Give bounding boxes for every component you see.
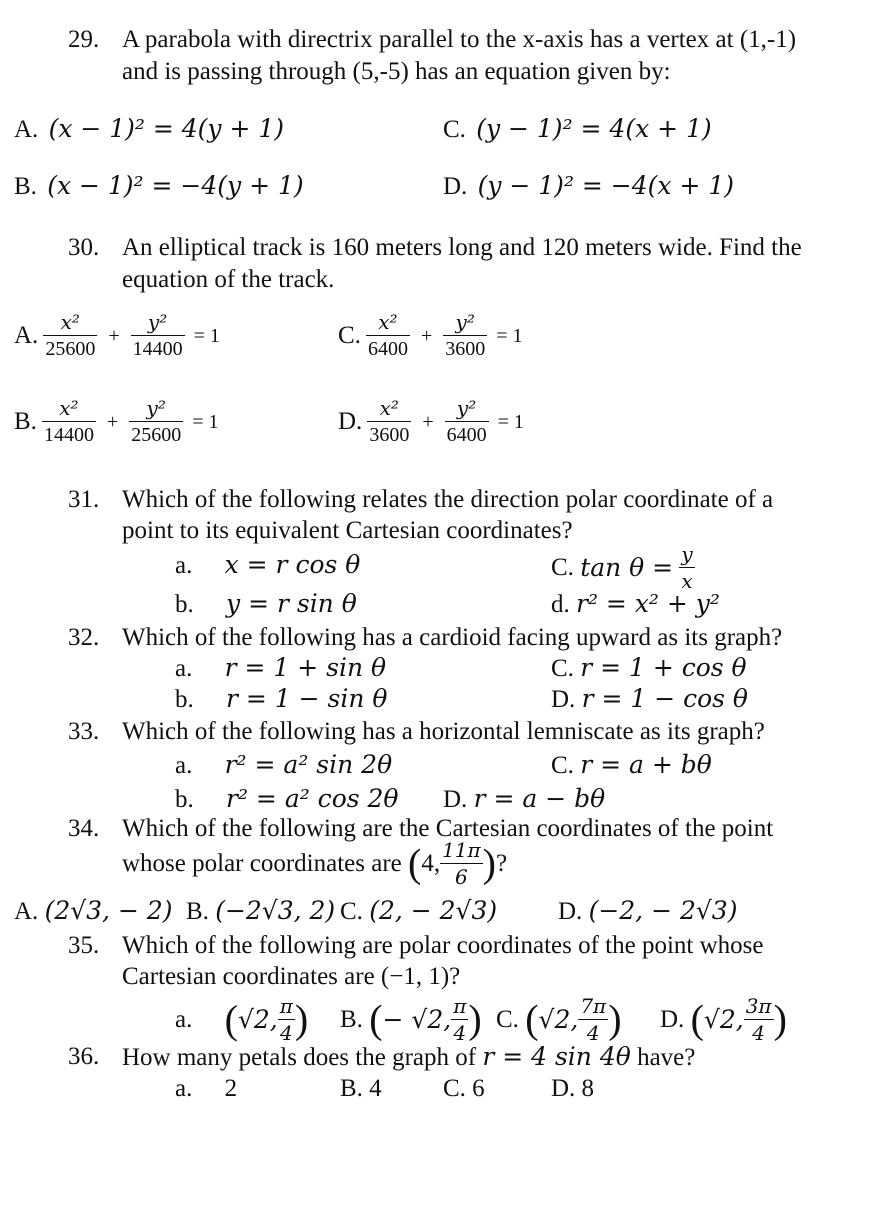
- option-text: (2√3, − 2): [44, 896, 173, 925]
- q33-option-d[interactable]: [443, 786, 605, 812]
- option-label: C.: [338, 322, 361, 349]
- equals-one: = 1: [193, 324, 220, 347]
- option-label: B.: [340, 1006, 363, 1033]
- q32-option-c[interactable]: [551, 655, 747, 681]
- fraction-1: $\frac{\text{x²}}{3600}$: [369, 396, 410, 446]
- option-label: B.: [186, 898, 209, 925]
- angle-fraction: $\frac{\pi}{4}$: [279, 994, 293, 1045]
- option-label: a.: [175, 752, 193, 779]
- option-text: (x − 1)² = 4(y + 1): [48, 114, 285, 143]
- fraction-2: $\frac{\text{y²}}{6400}$: [446, 396, 487, 446]
- option-text: B. 4: [340, 1075, 382, 1102]
- fraction-1: $\frac{\text{x²}}{14400}$: [43, 396, 94, 446]
- option-label: C.: [443, 116, 466, 143]
- q34-option-d[interactable]: [558, 898, 737, 924]
- fraction: $\frac{y}{x}$: [681, 542, 693, 593]
- q36-text: How many petals does the graph of r = 4 sin 4θ have?: [122, 1042, 696, 1071]
- option-label: A.: [14, 898, 39, 925]
- option-label: D.: [551, 686, 576, 713]
- angle-fraction: $\frac{11\pi}{6}$: [442, 838, 481, 889]
- q30-option-d[interactable]: D. $\frac{\text{x²}}{3600}$ + $\frac{\text{y²}}{6400}$ = 1: [338, 396, 524, 446]
- option-label: A.: [14, 322, 39, 349]
- q30-option-b[interactable]: B. $\frac{\text{x²}}{14400}$ + $\frac{\text{y²}}{25600}$ = 1: [14, 396, 219, 446]
- option-label: C.: [551, 655, 574, 682]
- option-text: r = 1 + cos θ: [580, 653, 747, 682]
- option-label: b.: [175, 786, 194, 813]
- q32-text: Which of the following has a cardioid facing upward as its graph?: [122, 624, 783, 651]
- option-label: A.: [14, 116, 39, 143]
- option-text: x = r cos θ: [224, 550, 361, 579]
- q35-text-line2: Cartesian coordinates are (−1, 1)?: [122, 963, 461, 990]
- q31-option-a[interactable]: [175, 552, 360, 578]
- option-text: (−2√3, 2): [215, 896, 336, 925]
- option-label: D.: [558, 898, 583, 925]
- option-text: (−2, − 2√3): [588, 896, 738, 925]
- option-label: B.: [14, 173, 37, 200]
- q29-text-line2: and is passing through (5,-5) has an equation given by:: [122, 58, 671, 85]
- option-label: D.: [660, 1006, 685, 1033]
- q33-option-c[interactable]: [551, 752, 712, 778]
- q36-option-c[interactable]: [443, 1076, 485, 1101]
- option-text: r = a + bθ: [580, 750, 712, 779]
- fraction-2: $\frac{\text{y²}}{3600}$: [445, 310, 486, 360]
- fraction-1: $\frac{\text{x²}}{6400}$: [367, 310, 408, 360]
- option-text: r² = x² + y²: [576, 589, 720, 618]
- q30-option-c[interactable]: C. $\frac{\text{x²}}{6400}$ + $\frac{\text{y²}}{3600}$ = 1: [338, 310, 523, 360]
- q35-option-d[interactable]: D. (√2, $\frac{3\pi}{4}$ ): [660, 994, 787, 1045]
- option-text: C. 6: [443, 1075, 485, 1102]
- q34-text-line2: whose polar coordinates are (4, $\frac{11\pi}{6}$ )?: [122, 838, 508, 889]
- option-label: b.: [175, 686, 194, 713]
- q36-equation: r = 4 sin 4θ: [482, 1042, 631, 1071]
- option-label: a.: [175, 1006, 193, 1033]
- q34-text-line1: Which of the following are the Cartesian coordinates of the point: [122, 815, 774, 842]
- q31-text-line2: point to its equivalent Cartesian coordinates?: [122, 517, 573, 544]
- option-text: r = 1 − cos θ: [581, 684, 748, 713]
- q31-option-d[interactable]: [551, 591, 720, 617]
- option-text: r = a − bθ: [473, 784, 606, 813]
- q29-option-d[interactable]: [443, 173, 734, 199]
- option-text: (x − 1)² = −4(y + 1): [47, 171, 304, 200]
- option-text: r = 1 − sin θ: [226, 684, 388, 713]
- option-label: C.: [496, 1006, 519, 1033]
- angle-fraction: $\frac{3\pi}{4}$: [745, 994, 772, 1045]
- q29-number: 29.: [68, 26, 100, 53]
- option-label: D.: [338, 408, 363, 435]
- q31-text-line1: Which of the following relates the direction polar coordinate of a: [122, 486, 774, 513]
- q36-option-a[interactable]: [175, 1076, 237, 1101]
- option-text: (2, − 2√3): [369, 896, 498, 925]
- q36-option-b[interactable]: [340, 1076, 382, 1101]
- q29-text-line1: A parabola with directrix parallel to the x-axis has a vertex at (1,-1): [122, 26, 797, 53]
- q35-option-b[interactable]: B. (− √2, $\frac{\pi}{4}$ ): [340, 994, 482, 1045]
- q32-number: 32.: [68, 624, 100, 651]
- option-label: C.: [551, 752, 574, 779]
- q34-option-b[interactable]: [186, 898, 335, 924]
- q36-option-d[interactable]: [551, 1076, 594, 1101]
- q31-option-b[interactable]: [175, 591, 357, 617]
- option-label: D.: [443, 786, 468, 813]
- q33-option-a[interactable]: [175, 752, 392, 778]
- equals-one: = 1: [192, 410, 219, 433]
- q36-number: 36.: [68, 1043, 100, 1070]
- q29-option-c[interactable]: [443, 116, 712, 142]
- angle-fraction: $\frac{7\pi}{4}$: [580, 994, 607, 1045]
- q29-option-b[interactable]: [14, 173, 304, 199]
- option-text: (y − 1)² = −4(x + 1): [477, 171, 735, 200]
- angle-fraction: $\frac{\pi}{4}$: [453, 994, 467, 1045]
- option-text: y = r sin θ: [226, 589, 357, 618]
- option-label: C.: [340, 898, 363, 925]
- option-label: C.: [551, 554, 574, 581]
- q33-number: 33.: [68, 718, 100, 745]
- fraction-1: $\frac{\text{x²}}{25600}$: [45, 310, 96, 360]
- q32-option-a[interactable]: [175, 655, 386, 681]
- q32-option-b[interactable]: [175, 686, 387, 712]
- option-label: d.: [551, 591, 570, 618]
- q30-number: 30.: [68, 234, 100, 261]
- q29-option-a[interactable]: [14, 116, 284, 142]
- q35-option-a[interactable]: a. (√2, $\frac{\pi}{4}$ ): [175, 994, 309, 1045]
- option-label: D.: [443, 173, 468, 200]
- equals-one: = 1: [496, 324, 523, 347]
- q34-option-c[interactable]: [340, 898, 497, 924]
- q33-text: Which of the following has a horizontal lemniscate as its graph?: [122, 718, 765, 745]
- q33-option-b[interactable]: [175, 786, 398, 812]
- q30-text-line1: An elliptical track is 160 meters long and 120 meters wide. Find the: [122, 234, 802, 261]
- q30-text-line2: equation of the track.: [122, 266, 335, 293]
- q34-number: 34.: [68, 815, 100, 842]
- option-label: a.: [175, 655, 193, 682]
- equals-one: = 1: [497, 410, 524, 433]
- fraction-2: $\frac{\text{y²}}{25600}$: [131, 396, 182, 446]
- option-text: D. 8: [551, 1075, 595, 1102]
- option-label: b.: [175, 591, 194, 618]
- q32-option-d[interactable]: [551, 686, 748, 712]
- q34-option-a[interactable]: [14, 898, 173, 924]
- option-label: B.: [14, 408, 37, 435]
- q35-option-c[interactable]: C. (√2, $\frac{7\pi}{4}$ ): [496, 994, 622, 1045]
- q35-number: 35.: [68, 932, 100, 959]
- option-text: r² = a² cos 2θ: [226, 784, 399, 813]
- option-label: a.: [175, 552, 193, 579]
- option-text: r² = a² sin 2θ: [224, 750, 393, 779]
- fraction-2: $\frac{\text{y²}}{14400}$: [132, 310, 183, 360]
- q35-text-line1: Which of the following are polar coordinates of the point whose: [122, 932, 764, 959]
- q31-number: 31.: [68, 486, 100, 513]
- option-text: 2: [224, 1075, 238, 1102]
- option-text: r = 1 + sin θ: [224, 653, 387, 682]
- q31-option-c[interactable]: [551, 544, 695, 591]
- option-text: (y − 1)² = 4(x + 1): [476, 114, 712, 143]
- q30-option-a[interactable]: A. $\frac{\text{x²}}{25600}$ + $\frac{\text{y²}}{14400}$ = 1: [14, 310, 220, 360]
- option-text: tan θ =: [580, 553, 674, 582]
- option-label: a.: [175, 1075, 193, 1102]
